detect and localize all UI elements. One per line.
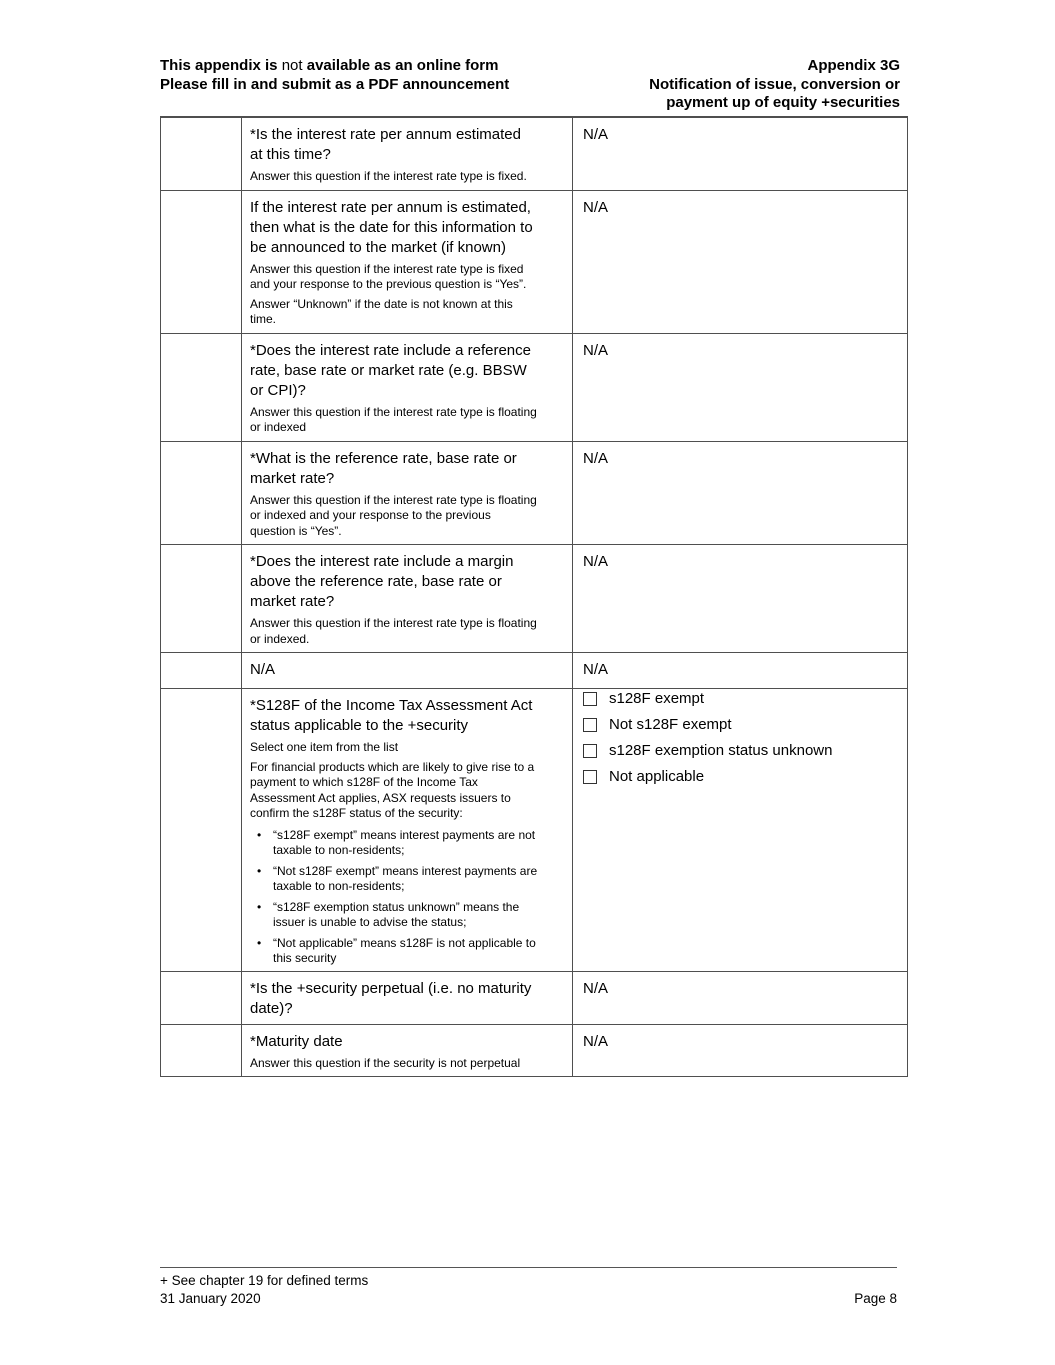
answer-cell [573,118,907,190]
bullet-icon: • [257,899,262,914]
form-table [160,116,908,1077]
bullet-item [250,828,564,858]
row-number-cell [161,545,242,652]
answer-cell [573,545,907,652]
footer-row [160,1290,897,1308]
question-cell [242,972,573,1024]
row-number-cell [161,442,242,545]
row-number-cell [161,334,242,441]
bullet-item [250,900,564,930]
question-note: Answer this question if the interest rate type is floating or indexed [250,404,537,434]
question-text: N/A [250,661,276,678]
answer-cell [573,1025,907,1077]
checkbox-label: s128F exempt [609,690,705,707]
table-row [161,652,907,688]
question-note: Answer this question if the interest rate type is floating or indexed and your response to the previous question is “Yes”. [250,492,537,538]
bullet-text: “Not applicable” means s128F is not applicable to this security [273,935,536,965]
question-cell [242,118,573,190]
question-text: *S128F of the Income Tax Assessment Act status applicable to the +security [250,697,533,734]
checkbox-unchecked-icon[interactable] [583,692,597,706]
row-number-cell [161,972,242,1024]
checkbox-option-status-unknown[interactable] [583,743,899,758]
bullet-icon: • [257,827,262,842]
appendix-subtitle-line1: Notification of issue, conversion or [649,75,900,93]
appendix-title: Appendix 3G [807,57,900,74]
footer-date: 31 January 2020 [160,1291,261,1306]
question-note: For financial products which are likely to give rise to a payment to which s128F of the Income Tax Assessment Act applies, ASX requests issuers to confirm the s128F status of the security: [250,759,535,820]
question-cell [242,1025,573,1077]
bullet-item [250,864,564,894]
bullet-text: “Not s128F exempt” means interest payments are taxable to non-residents; [273,863,538,893]
header-left-line1-regular: not [281,57,303,74]
answer-value: N/A [583,449,609,467]
answer-value: N/A [583,1032,609,1050]
question-note: Answer this question if the security is not perpetual [250,1055,521,1070]
checkbox-unchecked-icon[interactable] [583,718,597,732]
question-note: Answer this question if the interest rate type is floating or indexed. [250,616,537,646]
header-left-line1-bold-start: This appendix is [160,57,282,74]
answer-value: N/A [583,198,609,216]
header-right-block [649,57,900,113]
header-left-line2: Please fill in and submit as a PDF announcement [160,75,510,93]
row-number-cell [161,1025,242,1077]
question-cell [242,191,573,333]
row-number-cell [161,118,242,190]
answer-cell [573,653,907,688]
checkbox-option-not-s128f-exempt[interactable] [583,717,899,732]
answer-value: N/A [583,979,609,997]
page-number: Page 8 [854,1291,897,1306]
checkbox-label: Not s128F exempt [609,716,732,733]
table-row [161,118,907,190]
header-left-line1-bold-end: available as an online form [302,57,499,74]
answer-cell [573,972,907,1024]
checkbox-label: Not applicable [609,768,705,785]
checkbox-unchecked-icon[interactable] [583,744,597,758]
checkbox-option-s128f-exempt[interactable] [583,691,899,706]
answer-cell [573,442,907,545]
checkbox-option-not-applicable[interactable] [583,769,899,784]
question-text: *Is the +security perpetual (i.e. no maturity date)? [250,979,532,1017]
answer-value: N/A [583,341,609,359]
answer-value: N/A [583,661,609,678]
question-note: Select one item from the list [250,740,399,754]
question-note: Answer this question if the interest rate type is fixed and your response to the previous question is “Yes”. [250,261,527,291]
header-left-block [160,57,509,113]
question-text: *Does the interest rate include a margin above the reference rate, base rate or market rate? [250,553,514,610]
question-cell [242,545,573,652]
question-text: *Is the interest rate per annum estimated at this time? [250,126,521,163]
table-row [161,441,907,545]
question-cell [242,334,573,441]
bullet-item [250,936,564,966]
bullet-text: “s128F exempt” means interest payments are not taxable to non-residents; [273,827,536,857]
row-number-cell [161,191,242,333]
answer-cell [573,191,907,333]
table-row [161,971,907,1024]
header-left-line1 [160,57,509,76]
appendix-subtitle-line2: payment up of equity +securities [666,94,900,111]
table-row [161,544,907,652]
answer-value: N/A [583,553,609,570]
question-cell [242,689,573,971]
row-number-cell [161,689,242,971]
bullet-list [250,828,564,966]
table-row [161,1024,907,1077]
answer-value: N/A [583,126,609,143]
answer-cell [573,689,907,971]
checkbox-label: s128F exemption status unknown [609,742,833,759]
defined-terms-note: + See chapter 19 for defined terms [160,1273,369,1288]
row-number-cell [161,653,242,688]
question-text: *What is the reference rate, base rate or market rate? [250,449,517,487]
question-text: *Does the interest rate include a reference rate, base rate or market rate (e.g. BBSW or CPI)? [250,341,531,399]
answer-cell [573,334,907,441]
bullet-icon: • [257,935,262,950]
question-text: If the interest rate per annum is estimated, then what is the date for this information to be announced to the market (if known) [250,198,533,256]
question-note: Answer “Unknown” if the date is not known at this time. [250,296,513,326]
question-text: *Maturity date [250,1032,343,1050]
table-row [161,333,907,441]
bullet-text: “s128F exemption status unknown” means the issuer is unable to advise the status; [273,899,520,929]
table-row [161,688,907,971]
checkbox-unchecked-icon[interactable] [583,770,597,784]
table-row [161,190,907,333]
page-footer [160,1267,897,1308]
question-note: Answer this question if the interest rate type is fixed. [250,169,527,183]
question-cell [242,442,573,545]
question-cell [242,653,573,688]
page-header [160,57,900,113]
bullet-icon: • [257,863,262,878]
